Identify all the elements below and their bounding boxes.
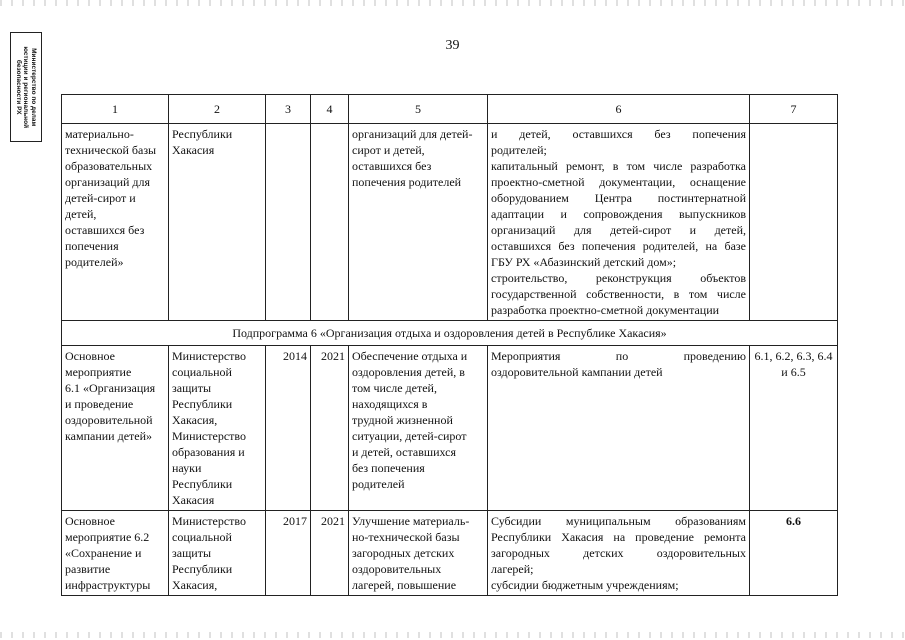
cell-line: организаций для детей-сирот и детей, <box>491 223 746 237</box>
header-cell: 6 <box>488 95 750 124</box>
start-year-cell: 2014 <box>266 346 311 511</box>
cell-line: оздоровления детей, в <box>352 365 465 379</box>
cell-line: мероприятие <box>65 365 132 379</box>
cell-line: Субсидии муниципальным образованиям <box>491 514 746 528</box>
cell-line: субсидии бюджетным учреждениям; <box>491 578 679 592</box>
cell-line: попечения <box>65 239 119 253</box>
cell-line: Улучшение материаль- <box>352 514 470 528</box>
cell-line: технической базы <box>65 143 157 157</box>
subprogram-title: Подпрограмма 6 «Организация отдыха и оздоровления детей в Республике Хакасия» <box>62 321 838 346</box>
cell-line: Министерство <box>172 349 246 363</box>
cell-line: и детей, оставшихся <box>352 445 457 459</box>
cell-line: и проведение <box>65 397 134 411</box>
measures-table <box>61 94 838 596</box>
cell-line: детей, <box>65 207 97 221</box>
cell-line: Хакасия, <box>172 578 218 592</box>
cell-line: образования и <box>172 445 245 459</box>
measure-name-cell <box>62 511 169 596</box>
cell-line: Республики <box>172 397 233 411</box>
header-cell: 4 <box>311 95 349 124</box>
cell-line: ГБУ РХ «Абазинский детский дом»; <box>491 255 677 269</box>
cell-line: инфраструктуры <box>65 578 151 592</box>
page-number: 39 <box>445 38 460 53</box>
cell-line: трудной жизненной <box>352 413 453 427</box>
cell-line: оставшихся без <box>352 159 432 173</box>
table-row <box>62 346 838 511</box>
cell-line: оставшихся без <box>65 223 145 237</box>
cell-line: загородных детских <box>352 546 455 560</box>
cell-line: без попечения <box>352 461 425 475</box>
cell-line: науки <box>172 461 202 475</box>
cell-line: мероприятие 6.2 <box>65 530 150 544</box>
stamp-line: юстиции и региональной <box>22 46 30 128</box>
cell-line: попечения родителей <box>352 175 462 189</box>
registration-stamp <box>10 32 42 142</box>
cell-line: оставшихся без попечения родителей, на базе <box>491 239 746 253</box>
cell-line: развитие <box>65 562 111 576</box>
cell-line: разработка проектно-сметной документации <box>491 303 720 317</box>
cell-line: Хакасия, <box>172 413 218 427</box>
cell-line: но-технической базы <box>352 530 460 544</box>
cell-line: адаптации и сопровождения выпускников <box>491 207 746 221</box>
table-row <box>62 124 838 321</box>
cell-line: лагерей; <box>491 562 534 576</box>
cell-line: оздоровительных <box>352 562 442 576</box>
cell-line: Мероприятия по проведению <box>491 349 746 363</box>
stamp-line: Министерство по делам <box>30 47 38 127</box>
scan-noise-bottom <box>0 632 905 638</box>
cell-line: оздоровительной <box>65 413 153 427</box>
cell-line: 6.1, 6.2, 6.3, 6.4 <box>754 349 833 363</box>
cell-line: социальной <box>172 530 232 544</box>
cell-line: Республики <box>172 562 233 576</box>
cell-line: социальной <box>172 365 232 379</box>
header-cell: 5 <box>349 95 488 124</box>
end-year-cell: 2021 <box>311 511 349 596</box>
cell-line: Хакасия <box>172 143 215 157</box>
end-year-cell <box>311 124 349 321</box>
cell-line: кампании детей» <box>65 429 153 443</box>
cell-line: организаций для <box>65 175 151 189</box>
stamp-line: безопасности РХ <box>15 59 23 115</box>
cell-line: родителей» <box>65 255 124 269</box>
cell-line: оборудованием Центра постинтернатной <box>491 191 746 205</box>
start-year-cell <box>266 124 311 321</box>
header-cell: 3 <box>266 95 311 124</box>
cell-line: строительство, реконструкция объектов <box>491 271 746 285</box>
header-cell: 7 <box>750 95 838 124</box>
cell-line: родителей; <box>491 143 547 157</box>
measure-name-cell <box>62 346 169 511</box>
cell-line: ситуации, детей-сирот <box>352 429 467 443</box>
measure-name-cell <box>62 124 169 321</box>
directions-cell <box>488 346 750 511</box>
cell-line: Министерство <box>172 429 246 443</box>
subprogram-row <box>62 321 838 346</box>
scan-noise-top <box>0 0 905 6</box>
cell-line: Республики Хакасия на проведение ремонта <box>491 530 746 544</box>
end-year-cell: 2021 <box>311 346 349 511</box>
cell-line: Республики <box>172 477 233 491</box>
cell-line: родителей <box>352 477 405 491</box>
directions-cell <box>488 511 750 596</box>
cell-line: защиты <box>172 381 212 395</box>
cell-line: сирот и детей, <box>352 143 425 157</box>
cell-line: детей-сирот и <box>65 191 136 205</box>
header-row <box>62 95 838 124</box>
cell-line: проектно-сметной документации, оснащение <box>491 175 746 189</box>
indicator-cell <box>750 124 838 321</box>
executor-cell <box>169 346 266 511</box>
result-cell <box>349 124 488 321</box>
cell-line: защиты <box>172 546 212 560</box>
cell-line: и детей, оставшихся без попечения <box>491 127 746 141</box>
cell-line: загородных детских оздоровительных <box>491 546 746 560</box>
executor-cell <box>169 124 266 321</box>
table-row <box>62 511 838 596</box>
cell-line: «Сохранение и <box>65 546 142 560</box>
cell-line: Основное <box>65 514 115 528</box>
cell-line: материально- <box>65 127 134 141</box>
cell-line: том числе детей, <box>352 381 437 395</box>
stamp-text <box>15 46 38 128</box>
cell-line: Министерство <box>172 514 246 528</box>
cell-line: Обеспечение отдыха и <box>352 349 468 363</box>
cell-line: Республики <box>172 127 233 141</box>
cell-line: государственной собственности, в том числе <box>491 287 746 301</box>
result-cell <box>349 346 488 511</box>
cell-line: лагерей, повышение <box>352 578 457 592</box>
cell-line: Хакасия <box>172 493 215 507</box>
cell-line: образовательных <box>65 159 153 173</box>
header-cell: 1 <box>62 95 169 124</box>
result-cell <box>349 511 488 596</box>
cell-line: оздоровительной кампании детей <box>491 365 663 379</box>
indicator-cell: 6.6 <box>750 511 838 596</box>
directions-cell <box>488 124 750 321</box>
start-year-cell: 2017 <box>266 511 311 596</box>
cell-line: 6.1 «Организация <box>65 381 156 395</box>
cell-line: капитальный ремонт, в том числе разработка <box>491 159 746 173</box>
cell-line: организаций для детей- <box>352 127 473 141</box>
header-cell: 2 <box>169 95 266 124</box>
executor-cell <box>169 511 266 596</box>
cell-line: находящихся в <box>352 397 428 411</box>
cell-line: Основное <box>65 349 115 363</box>
cell-line: и 6.5 <box>781 365 806 379</box>
indicator-cell <box>750 346 838 511</box>
